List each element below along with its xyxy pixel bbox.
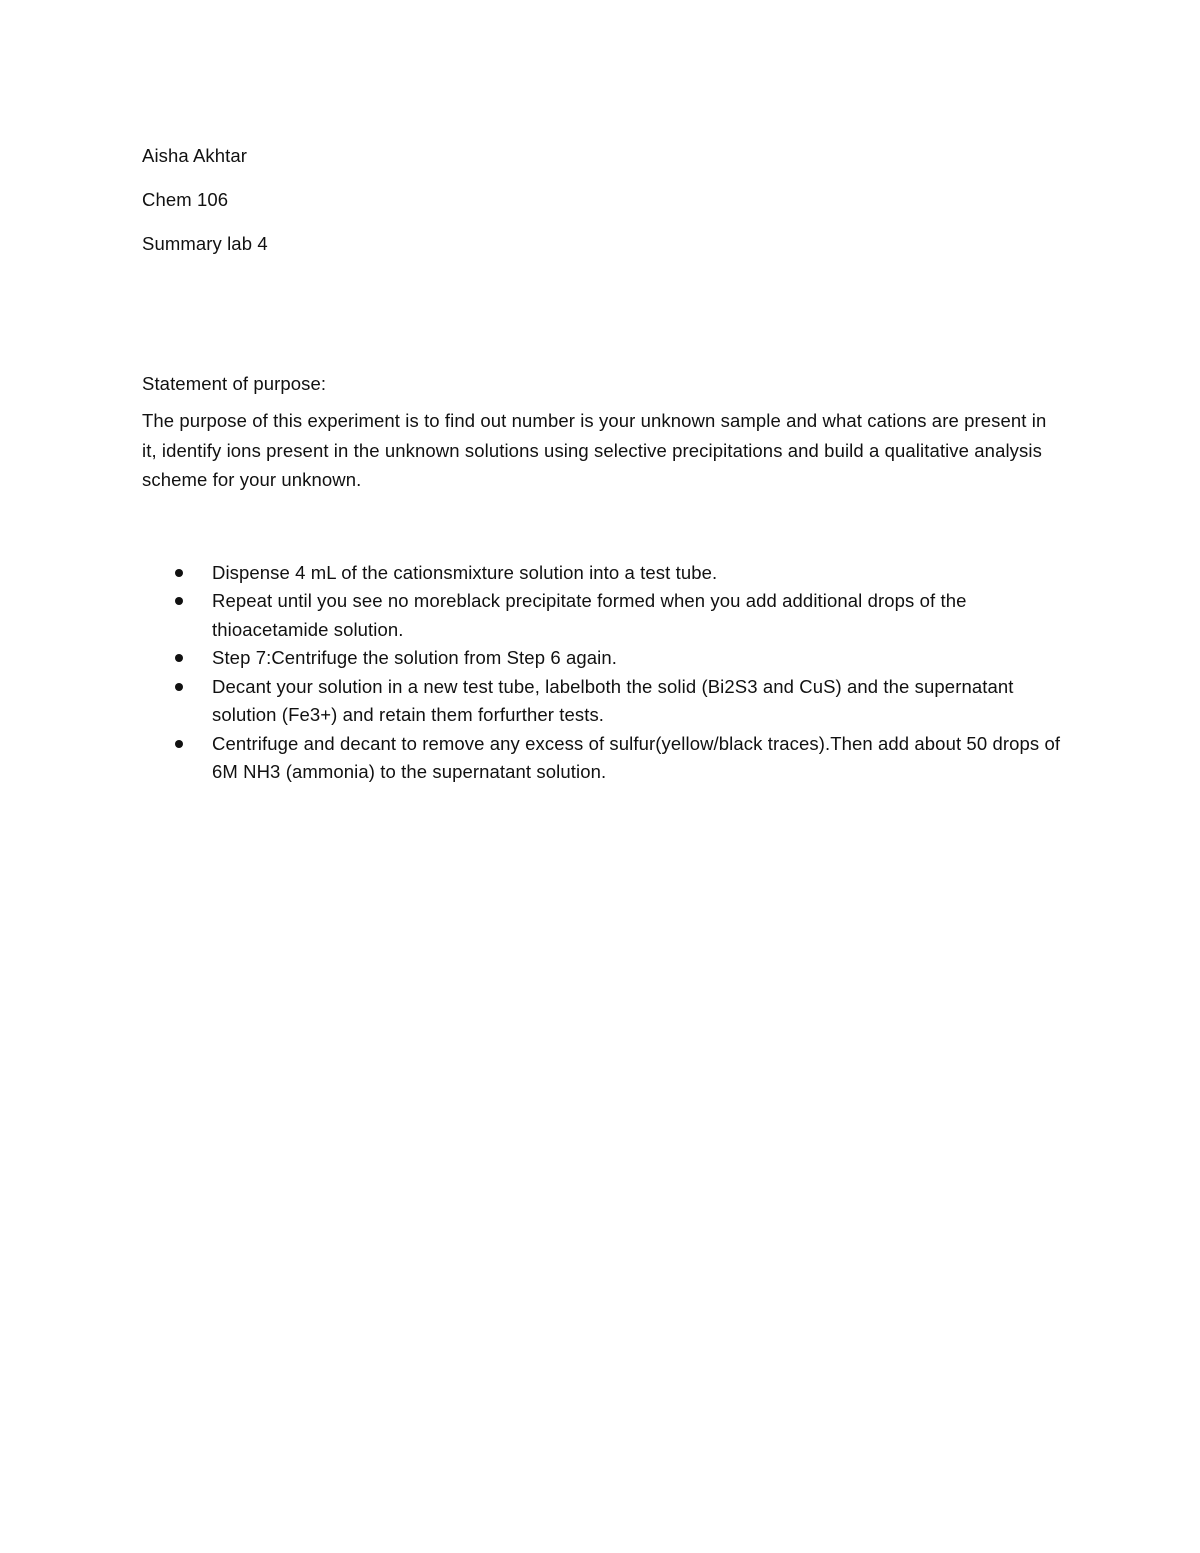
bullet-icon: [175, 654, 183, 662]
list-item-text: Dispense 4 mL of the cationsmixture solution into a test tube.: [212, 561, 718, 583]
purpose-heading: Statement of purpose:: [142, 373, 327, 394]
list-item: [142, 559, 1072, 588]
document-title: Summary lab 4: [142, 233, 268, 254]
list-item: [142, 644, 1072, 673]
bullet-icon: [175, 569, 183, 577]
bullet-icon: [175, 740, 183, 748]
author-name: Aisha Akhtar: [142, 145, 248, 166]
list-item: [142, 673, 1072, 730]
bullet-icon: [175, 683, 183, 691]
list-item-text: Centrifuge and decant to remove any excess of sulfur(yellow/black traces).Then add about 50 drops of 6M NH3 (ammonia) to the supernatant solution.: [212, 732, 1061, 782]
list-item-text: Repeat until you see no moreblack precipitate formed when you add additional drops of the thioacetamide solution.: [212, 590, 967, 640]
list-item: [142, 730, 1072, 787]
procedure-list: [142, 559, 1062, 787]
list-item: [142, 587, 1072, 644]
bullet-icon: [175, 597, 183, 605]
list-item-text: Step 7:Centrifuge the solution from Step 6 again.: [212, 647, 617, 668]
purpose-paragraph: The purpose of this experiment is to find out number is your unknown sample and what cations are present in it, identify ions present in the unknown solutions using selective precipitations and build a qualitative analysis scheme for your unknown.: [142, 410, 1047, 490]
document-body: [142, 140, 1062, 787]
course-name: Chem 106: [142, 189, 229, 210]
list-item-text: Decant your solution in a new test tube, labelboth the solid (Bi2S3 and CuS) and the supernatant solution (Fe3+) and retain them forfurther tests.: [212, 675, 1014, 725]
